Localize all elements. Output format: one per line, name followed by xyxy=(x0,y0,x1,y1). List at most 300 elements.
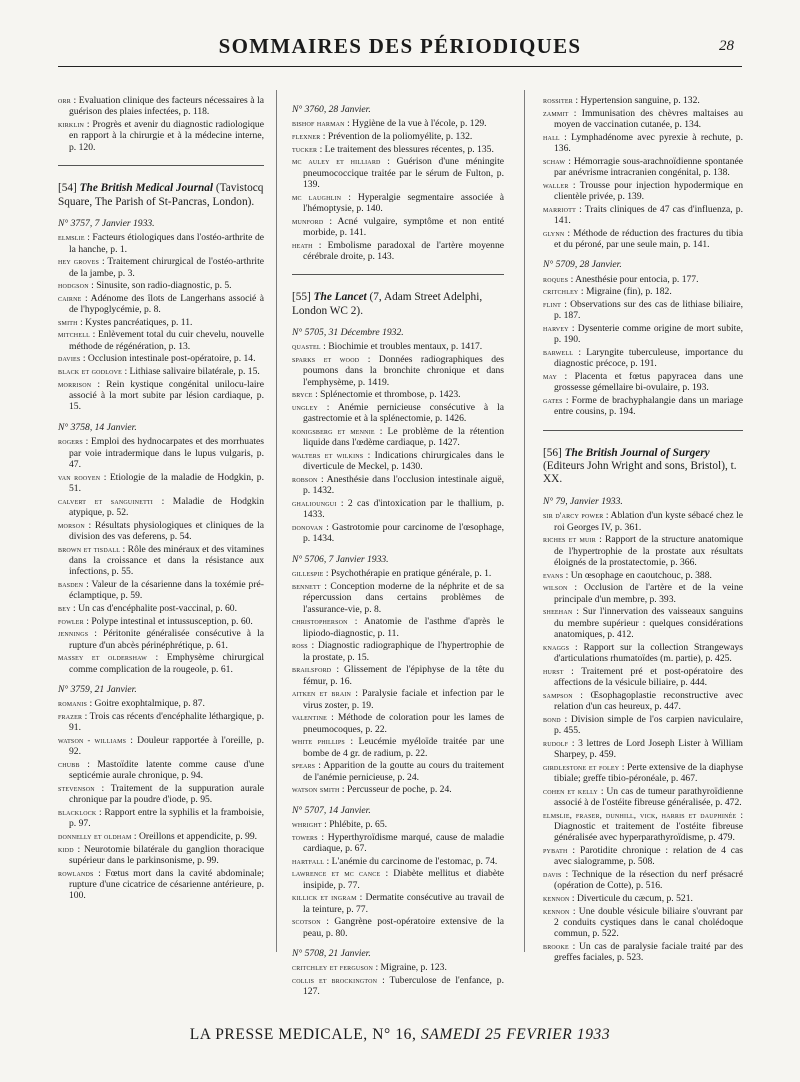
section-separator xyxy=(292,274,504,275)
issue-heading: N° 5708, 21 Janvier. xyxy=(292,948,371,960)
article-author: spears xyxy=(292,761,316,771)
article-entry: valentine : Méthode de coloration pour les lames de pneumocoques, p. 22. xyxy=(292,712,504,735)
article-author: lawrence et mc cance xyxy=(292,869,381,879)
article-title: 3 lettres de Lord Joseph Lister à William Sharpey, p. 459. xyxy=(554,737,743,760)
article-author: flexner xyxy=(292,132,321,141)
article-author: ross xyxy=(292,641,308,651)
article-author: hodgson xyxy=(58,281,89,291)
article-entry: rudolf : 3 lettres de Lord Joseph Lister à William Sharpey, p. 459. xyxy=(543,737,743,760)
issue-heading: N° 5707, 14 Janvier. xyxy=(292,804,371,816)
article-title: Migraine, p. 123. xyxy=(380,962,447,974)
article-title: Immunisation des chèvres maltaises au moyen de vaccination cutanée, p. 134. xyxy=(554,107,743,130)
article-title: Paralysie faciale et infection par le virus zoster, p. 19. xyxy=(303,688,504,711)
article-entry: quastel : Biochimie et troubles mentaux, p. 1417. xyxy=(292,341,483,353)
article-entry: elmslie : Facteurs étiologiques dans l'ostéo-arthrite de la hanche, p. 1. xyxy=(58,232,264,255)
article-title: Œsophagoplastie reconstructive avec relation d'un cas heureux, p. 447. xyxy=(554,689,743,712)
column-right xyxy=(543,95,743,965)
article-author: ungley xyxy=(292,403,318,412)
article-title: Forme de brachyphalangie dans un mariage entre cousins, p. 194. xyxy=(554,395,743,418)
article-author: bishof harman xyxy=(292,119,345,129)
article-entry: pybath : Parotidite chronique : relation de 4 cas avec sialogramme, p. 508. xyxy=(543,844,744,868)
article-entry: flexner : Prévention de la poliomyélite, p. 132. xyxy=(292,131,473,142)
article-title: Observations sur des cas de lithiase biliaire, p. 187. xyxy=(554,299,743,322)
article-author: hartfall xyxy=(292,856,325,866)
article-entry: stevenson : Traitement de la suppuration aurale chronique par la poudre d'iode, p. 95. xyxy=(58,783,264,806)
page-header xyxy=(0,0,800,72)
article-title: Enlèvement total du cuir chevelu, nouvelle méthode de régénération, p. 13. xyxy=(69,329,264,352)
article-title: Maladie de Hodgkin atypique, p. 52. xyxy=(69,495,264,519)
article-entry: orr : Evaluation clinique des facteurs nécessaires à la guérison des plaies infectées, p. 118. xyxy=(58,95,264,118)
article-title: Traitement de la suppuration aurale chronique par la poudre d'iode, p. 95. xyxy=(69,783,264,806)
article-author: romanis xyxy=(58,699,88,709)
article-title: Anesthésie dans l'occlusion intestinale aiguë, p. 1432. xyxy=(303,474,504,497)
article-title: Perte extensive de la diaphyse tibiale; greffe tibio-péronéale, p. 467. xyxy=(554,761,743,784)
article-title: Résultats physiologiques et cliniques de la division des vas deferens, p. 54. xyxy=(69,519,264,543)
article-entry: waller : Trousse pour injection hypodermique en clientèle privée, p. 139. xyxy=(543,179,743,202)
article-author: collis et brockington xyxy=(292,976,378,986)
article-entry: bond : Division simple de l'os carpien naviculaire, p. 455. xyxy=(543,713,743,736)
article-entry: jennings : Péritonite généralisée consécutive à la rupture d'un abcès périnéphrétique, p. 61. xyxy=(58,628,264,651)
article-entry: fowler : Polype intestinal et intussusception, p. 60. xyxy=(58,615,253,627)
article-title: Guérison d'une méningite pneumococcique traitée par le sérum de Fulton, p. 139. xyxy=(303,156,504,190)
article-title: Neurotomie bilatérale du ganglion thoracique supérieur dans le parkinsonisme, p. 99. xyxy=(69,843,264,867)
article-author: kirklin xyxy=(58,120,85,129)
article-author: morson xyxy=(58,520,85,530)
article-title: Un œsophage en caoutchouc, p. 388. xyxy=(570,569,712,581)
article-title: Percusseur de poche, p. 24. xyxy=(346,784,452,796)
article-author: quastel xyxy=(292,342,321,352)
article-title: Facteurs étiologiques dans l'ostéo-arthrite de la hanche, p. 1. xyxy=(69,232,264,255)
page-number: 28 xyxy=(719,38,734,54)
article-author: ghalioungui xyxy=(292,499,337,508)
article-entry: hey groves : Traitement chirurgical de l'ostéo-arthrite de la jambe, p. 3. xyxy=(58,256,264,279)
article-title: Placenta et fœtus papyracea dans une grossesse gémellaire bi-ovulaire, p. 193. xyxy=(554,371,744,394)
article-author: mc laughlin xyxy=(292,192,342,202)
issue-heading: N° 3757, 7 Janvier 1933. xyxy=(58,217,155,229)
section-separator xyxy=(543,430,743,431)
article-entry: mc laughlin : Hyperalgie segmentaire associée à l'hémoptysie, p. 140. xyxy=(292,191,504,214)
article-entry: robson : Anesthésie dans l'occlusion intestinale aiguë, p. 1432. xyxy=(292,474,504,497)
article-entry: mitchell : Enlèvement total du cuir chevelu, nouvelle méthode de régénération, p. 13. xyxy=(58,329,264,352)
article-entry: walters et wilkins : Indications chirurgicales dans le diverticule de Meckel, p. 1430. xyxy=(292,450,505,473)
article-entry: riches et muir : Rapport de la structure anatomique de l'hypertrophie de la prostate aux résultats éloignés de la prostatectomie, p. 366. xyxy=(543,534,743,568)
article-entry: cairne : Adénome des îlots de Langerhans associé à de l'hypoglycémie, p. 8. xyxy=(58,292,264,316)
article-title: Technique de la résection du nerf présacré (opération de Cotte), p. 516. xyxy=(554,868,743,892)
article-entry: hartfall : L'anémie du carcinome de l'estomac, p. 74. xyxy=(292,855,498,867)
article-entry: chubb : Mastoïdite latente comme cause d'une septicémie aurale chronique, p. 94. xyxy=(58,759,264,782)
journal-section-heading xyxy=(292,291,504,318)
article-title: Leucémie myéloïde traitée par une bombe de 4 gr. de radium, p. 22. xyxy=(303,736,504,759)
article-entry: brooke : Un cas de paralysie faciale traité par des greffes faciales, p. 523. xyxy=(543,940,743,964)
article-author: roques xyxy=(543,274,569,284)
article-title: Evaluation clinique des facteurs nécessaires à la guérison des plaies infectées, p. 118. xyxy=(69,95,264,118)
article-author: stevenson xyxy=(58,784,95,794)
article-author: van rooyen xyxy=(58,472,101,482)
article-author: towers xyxy=(292,832,318,842)
article-title: Rapport sur la collection Strangeways d'articulations rhumatoïdes (m. partie), p. 425. xyxy=(554,641,743,664)
article-entry: white phillips : Leucémie myéloïde traitée par une bombe de 4 gr. de radium, p. 22. xyxy=(292,736,504,759)
article-entry: bennett : Conception moderne de la néphrite et de sa répercussion dans certains problèmes de l'assurance-vie, p. 8. xyxy=(292,580,505,615)
article-title: Tuberculose de l'enfance, p. 127. xyxy=(303,975,504,998)
article-title: Méthode de coloration pour les lames de pneumocoques, p. 22. xyxy=(303,712,504,735)
article-author: aitken et brain xyxy=(292,689,352,699)
article-title: Hygiène de la vue à l'école, p. 129. xyxy=(352,118,487,130)
article-title: Occlusion intestinale post-opératoire, p. 14. xyxy=(87,353,256,365)
article-entry: smith : Kystes pancréatiques, p. 11. xyxy=(58,316,193,328)
article-author: davis xyxy=(543,869,562,879)
article-title: Apparition de la goutte au cours du traitement de l'anémie pernicieuse, p. 24. xyxy=(303,760,504,783)
article-title: Hyperthyroïdisme marqué, cause de maladie cardiaque, p. 67. xyxy=(303,831,504,855)
article-author: glynn xyxy=(543,228,565,238)
article-author: watson smith xyxy=(292,785,340,795)
article-author: rogers xyxy=(58,437,83,447)
article-author: girdlestone et foley xyxy=(543,762,620,772)
issue-heading: N° 5709, 28 Janvier. xyxy=(543,259,622,271)
article-entry: zammit : Immunisation des chèvres maltaises au moyen de vaccination cutanée, p. 134. xyxy=(543,107,743,130)
article-entry: ungley : Anémie pernicieuse consécutive à la gastrectomie et à la splénectomie, p. 1426. xyxy=(292,402,504,425)
article-entry: marriott : Traits cliniques de 47 cas d'influenza, p. 141. xyxy=(543,203,743,226)
article-author: sheehan xyxy=(543,607,573,617)
article-author: flint xyxy=(543,300,561,309)
article-author: blacklock xyxy=(58,808,97,818)
article-title: Sur l'innervation des vaisseaux sanguins du membre supérieur : quelques considérations anatomiques, p. 412. xyxy=(554,606,743,640)
article-author: killick et ingram xyxy=(292,893,357,903)
article-author: wilson xyxy=(543,583,568,593)
article-author: morrison xyxy=(58,379,92,389)
article-entry: critchley et ferguson : Migraine, p. 123. xyxy=(292,962,447,974)
article-author: riches et muir xyxy=(543,535,596,545)
article-author: robson xyxy=(292,475,318,484)
article-title: Traitement pré et post-opératoire des affections de la vésicule biliaire, p. 444. xyxy=(554,665,743,688)
article-author: hey groves xyxy=(58,257,99,267)
article-title: Douleur rapportée à l'oreille, p. 92. xyxy=(69,735,264,758)
column-divider xyxy=(276,90,277,952)
journal-section-heading xyxy=(543,447,743,487)
article-title: Dermatite consécutive au travail de la teinture, p. 77. xyxy=(303,892,504,915)
article-author: davies xyxy=(58,354,81,364)
article-entry: wilson : Occlusion de l'artère et de la veine principale d'un membre, p. 393. xyxy=(543,582,743,605)
article-entry: kennon : Diverticule du cæcum, p. 521. xyxy=(543,892,693,904)
article-author: knaggs xyxy=(543,642,570,652)
article-entry: watson smith : Percusseur de poche, p. 24. xyxy=(292,784,452,796)
article-title: Rapport entre la syphilis et la framboisie, p. 97. xyxy=(69,807,264,830)
article-title: Le traitement des blessures récentes, p. 135. xyxy=(324,143,494,155)
article-author: gates xyxy=(543,396,563,405)
article-author: elmslie, fraser, dunhill, vick, harris et dauphinée xyxy=(543,810,737,820)
article-entry: roques : Anesthésie pour entocia, p. 177. xyxy=(543,273,699,285)
article-author: fowler xyxy=(58,616,84,626)
footer-date: SAMEDI 25 FEVRIER 1933 xyxy=(421,1026,611,1043)
article-author: gillespie xyxy=(292,569,324,579)
article-author: sampson xyxy=(543,690,573,700)
article-author: white phillips xyxy=(292,737,345,747)
article-title: Parotidite chronique : relation de 4 cas avec sialogramme, p. 508. xyxy=(554,844,744,868)
article-author: brooke xyxy=(543,941,569,951)
article-author: calvert et sanguinetti xyxy=(58,496,153,506)
article-author: konigsberg et mennie xyxy=(292,427,375,436)
article-title: Acné vulgaire, symptôme et non entité morbide, p. 141. xyxy=(303,215,504,238)
article-title: Indications chirurgicales dans le diverticule de Meckel, p. 1430. xyxy=(303,450,505,473)
article-title: Un cas de paralysie faciale traité par des greffes faciales, p. 523. xyxy=(554,940,743,964)
article-entry: mc auley et hilliard : Guérison d'une méningite pneumococcique traitée par le sérum de Fulton, p. 139. xyxy=(292,156,504,190)
column-middle xyxy=(292,95,504,999)
article-entry: girdlestone et foley : Perte extensive de la diaphyse tibiale; greffe tibio-péronéale, p. 467. xyxy=(543,761,743,784)
footer-journal: LA PRESSE MEDICALE, xyxy=(189,1026,368,1043)
article-title: L'anémie du carcinome de l'estomac, p. 74. xyxy=(331,855,498,867)
article-entry: towers : Hyperthyroïdisme marqué, cause de maladie cardiaque, p. 67. xyxy=(292,831,504,855)
article-entry: basden : Valeur de la césarienne dans la toxémie pré-éclamptique, p. 59. xyxy=(58,579,264,602)
journal-title: The Lancet xyxy=(313,291,367,304)
article-entry: romanis : Goitre exophtalmique, p. 87. xyxy=(58,698,205,710)
article-title: Hémorragie sous-arachnoïdienne spontanée par anévrisme intracranien congénital, p. 138. xyxy=(554,155,744,178)
article-entry: munford : Acné vulgaire, symptôme et non entité morbide, p. 141. xyxy=(292,215,504,238)
article-author: black et godlove xyxy=(58,367,123,376)
article-entry: bryce : Splénectomie et thrombose, p. 1423. xyxy=(292,389,461,401)
article-author: orr xyxy=(58,96,71,105)
article-author: christopherson xyxy=(292,617,348,627)
article-title: Trousse pour injection hypodermique en clientèle privée, p. 139. xyxy=(554,179,743,202)
article-title: Hyperalgie segmentaire associée à l'hémoptysie, p. 140. xyxy=(303,191,504,214)
article-title: Hypertension sanguine, p. 132. xyxy=(580,95,700,106)
article-author: basden xyxy=(58,580,84,590)
article-entry: calvert et sanguinetti : Maladie de Hodgkin atypique, p. 52. xyxy=(58,495,264,519)
article-title: Rein kystique congénital unilocu-laire associé à la mort subite par lésion cardiaque, p. 15. xyxy=(69,378,264,413)
journal-address: (Tavistocq Square, The Parish of St-Pancras, London). xyxy=(58,182,264,208)
issue-heading: N° 5705, 31 Décembre 1932. xyxy=(292,327,404,338)
article-author: donnelly et oldham xyxy=(58,832,132,842)
article-entry: flint : Observations sur des cas de lithiase biliaire, p. 187. xyxy=(543,299,743,322)
article-title: Adénome des îlots de Langerhans associé à de l'hypoglycémie, p. 8. xyxy=(69,292,264,316)
article-author: bond xyxy=(543,714,561,724)
article-title: Emploi des hydnocarpates et des morrhuates par voie intradermique dans le lupus vulgaris, p. 47. xyxy=(69,436,264,471)
article-author: schaw xyxy=(543,156,566,166)
article-title: Péritonite généralisée consécutive à la rupture d'un abcès périnéphrétique, p. 61. xyxy=(69,628,264,651)
article-entry: gates : Forme de brachyphalangie dans un mariage entre cousins, p. 194. xyxy=(543,395,743,418)
article-author: kidd xyxy=(58,844,74,854)
article-entry: elmslie, fraser, dunhill, vick, harris et dauphinée : Diagnostic et traitement de l'ostéite fibreuse généralisée avec hyperparathyroïdisme, p. 479. xyxy=(543,809,743,844)
article-title: Sinusite, son radio-diagnostic, p. 5. xyxy=(96,280,232,292)
article-author: zammit xyxy=(543,108,569,118)
article-author: may xyxy=(543,372,558,381)
article-entry: brown et tisdall : Rôle des minéraux et des vitamines dans la croissance et dans la résistance aux infections, p. 55. xyxy=(58,543,264,578)
article-author: pybath xyxy=(543,845,568,855)
article-entry: heath : Embolisme paradoxal de l'artère moyenne cérébrale droite, p. 143. xyxy=(292,239,505,262)
article-title: Rapport de la structure anatomique de l'hypertrophie de la prostate aux résultats éloignés de la prostatectomie, p. 366. xyxy=(554,534,743,568)
article-author: elmslie xyxy=(58,233,85,243)
issue-heading: N° 3760, 28 Janvier. xyxy=(292,104,371,115)
article-title: Diagnostic et traitement de l'ostéite fibreuse généralisée avec hyperparathyroïdisme, p. 479. xyxy=(554,820,743,844)
article-entry: gillespie : Psychothérapie en pratique générale, p. 1. xyxy=(292,568,492,580)
article-author: rudolf xyxy=(543,738,569,748)
article-title: Mastoïdite latente comme cause d'une septicémie aurale chronique, p. 94. xyxy=(69,759,264,782)
article-entry: glynn : Méthode de réduction des fractures du tibia et du péroné, par une seule main, p. 141. xyxy=(543,227,743,250)
article-title: Biochimie et troubles mentaux, p. 1417. xyxy=(328,341,483,353)
article-entry: spears : Apparition de la goutte au cours du traitement de l'anémie pernicieuse, p. 24. xyxy=(292,760,504,783)
article-entry: sampson : Œsophagoplastie reconstructive avec relation d'un cas heureux, p. 447. xyxy=(543,689,743,712)
article-author: barwell xyxy=(543,348,574,357)
article-entry: sheehan : Sur l'innervation des vaisseaux sanguins du membre supérieur : quelques considérations anatomiques, p. 412. xyxy=(543,606,743,640)
article-entry: collis et brockington : Tuberculose de l'enfance, p. 127. xyxy=(292,975,504,998)
article-author: rowlands xyxy=(58,868,94,878)
article-author: bey xyxy=(58,604,71,614)
article-author: kennon xyxy=(543,893,570,903)
article-title: Oreillons et appendicite, p. 99. xyxy=(138,831,258,843)
article-title: Trois cas récents d'encéphalite léthargique, p. 91. xyxy=(69,711,264,734)
article-author: evans xyxy=(543,570,564,580)
section-number: [55] xyxy=(292,291,311,304)
article-author: cairne xyxy=(58,293,82,303)
journal-title: The British Medical Journal xyxy=(79,182,214,195)
article-entry: bey : Un cas d'encéphalite post-vaccinal, p. 60. xyxy=(58,603,237,615)
article-title: Gastrotomie pour carcinome de l'œsophage, p. 1434. xyxy=(303,522,504,545)
article-title: Rôle des minéraux et des vitamines dans la croissance et dans la résistance aux infections, p. 55. xyxy=(69,543,264,578)
article-title: Données radiographiques des poumons dans la bronchite chronique et dans l'emphysème, p. 1419. xyxy=(303,354,505,388)
article-title: Fœtus mort dans la cavité abdominale; rupture d'une cicatrice de césarienne antérieure, p. 100. xyxy=(69,867,265,902)
article-title: Une double vésicule biliaire s'ouvrant par 2 conduits cystiques dans le canal cholédoque commun, p. 522. xyxy=(554,905,743,940)
article-title: Migraine (fin), p. 182. xyxy=(585,286,672,298)
article-entry: knaggs : Rapport sur la collection Strangeways d'articulations rhumatoïdes (m. partie), p. 425. xyxy=(543,641,743,664)
article-entry: rowlands : Fœtus mort dans la cavité abdominale; rupture d'une cicatrice de césarienne antérieure, p. 100. xyxy=(58,867,265,902)
article-entry: may : Placenta et fœtus papyracea dans une grossesse gémellaire bi-ovulaire, p. 193. xyxy=(543,371,744,394)
article-entry: bishof harman : Hygiène de la vue à l'école, p. 129. xyxy=(292,118,487,130)
article-author: mitchell xyxy=(58,330,90,340)
article-title: Emphysème chirurgical comme complication de la rougeole, p. 61. xyxy=(69,652,265,675)
article-entry: kirklin : Progrès et avenir du diagnostic radiologique en rapport à la chirurgie et à la médecine interne, p. 120. xyxy=(58,119,264,153)
issue-heading: N° 3759, 21 Janvier. xyxy=(58,684,137,696)
article-entry: rogers : Emploi des hydnocarpates et des morrhuates par voie intradermique dans le lupus vulgaris, p. 47. xyxy=(58,436,264,471)
article-author: hurst xyxy=(543,666,564,676)
article-entry: schaw : Hémorragie sous-arachnoïdienne spontanée par anévrisme intracranien congénital, p. 138. xyxy=(543,155,744,178)
article-author: rossiter xyxy=(543,96,573,105)
journal-address: (7, Adam Street Adelphi, London WC 2). xyxy=(292,291,483,317)
article-author: massey et oldershaw xyxy=(58,653,148,663)
issue-heading: N° 3758, 14 Janvier. xyxy=(58,421,137,433)
article-author: hall xyxy=(543,132,560,142)
article-title: Lymphadénome avec pyrexie à rechute, p. 136. xyxy=(554,131,743,154)
page-title: SOMMAIRES DES PÉRIODIQUES xyxy=(218,34,582,58)
page-footer xyxy=(0,1026,800,1044)
article-entry: kennon : Une double vésicule biliaire s'ouvrant par 2 conduits cystiques dans le canal cholédoque commun, p. 522. xyxy=(543,905,743,940)
article-author: critchley xyxy=(543,287,579,297)
article-author: kennon xyxy=(543,906,570,916)
article-author: walters et wilkins xyxy=(292,451,364,460)
article-title: Progrès et avenir du diagnostic radiologique en rapport à la chirurgie et à la médecine interne, p. 120. xyxy=(69,119,264,153)
article-entry: ross : Diagnostic radiographique de l'hypertrophie de la prostate, p. 15. xyxy=(292,640,504,663)
article-entry: cohen et kelly : Un cas de tumeur parathyroïdienne associé à de l'ostéite fibreuse généralisée, p. 472. xyxy=(543,785,743,808)
article-title: Un cas de tumeur parathyroïdienne associé à de l'ostéite fibreuse généralisée, p. 472. xyxy=(554,785,743,808)
article-title: Traitement chirurgical de l'ostéo-arthrite de la jambe, p. 3. xyxy=(69,256,264,279)
article-entry: brailsford : Glissement de l'épiphyse de la tête du fémur, p. 16. xyxy=(292,664,505,687)
article-title: Anatomie de l'asthme d'après le lipiodo-diagnostic, p. 11. xyxy=(303,616,504,639)
article-entry: tucker : Le traitement des blessures récentes, p. 135. xyxy=(292,143,494,155)
section-number: [56] xyxy=(543,446,562,459)
article-entry: rossiter : Hypertension sanguine, p. 132. xyxy=(543,95,700,106)
journal-title: The British Journal of Surgery xyxy=(564,446,710,459)
article-author: sir d'arcy power xyxy=(543,511,604,521)
article-author: jennings xyxy=(58,629,89,639)
article-title: Psychothérapie en pratique générale, p. 1. xyxy=(330,568,492,580)
article-title: Splénectomie et thrombose, p. 1423. xyxy=(320,389,461,401)
article-title: Un cas d'encéphalite post-vaccinal, p. 60. xyxy=(78,603,237,615)
column-divider xyxy=(524,90,525,952)
article-title: Anesthésie pour entocia, p. 177. xyxy=(575,273,699,285)
article-entry: aitken et brain : Paralysie faciale et infection par le virus zoster, p. 19. xyxy=(292,688,504,711)
article-author: watson - williams xyxy=(58,736,127,746)
section-number: [54] xyxy=(58,182,77,195)
article-title: Occlusion de l'artère et de la veine principale d'un membre, p. 393. xyxy=(554,582,743,605)
article-entry: killick et ingram : Dermatite consécutive au travail de la teinture, p. 77. xyxy=(292,892,504,915)
article-title: Etiologie de la maladie de Hodgkin, p. 51. xyxy=(69,471,264,495)
article-entry: whright : Phlébite, p. 65. xyxy=(292,819,388,831)
article-author: cohen et kelly xyxy=(543,786,598,796)
article-entry: sparks et wood : Données radiographiques des poumons dans la bronchite chronique et dans l'emphysème, p. 1419. xyxy=(292,354,505,388)
article-title: Kystes pancréatiques, p. 11. xyxy=(85,316,193,328)
article-entry: evans : Un œsophage en caoutchouc, p. 388. xyxy=(543,569,712,581)
article-title: Phlébite, p. 65. xyxy=(329,819,388,831)
article-title: Anémie pernicieuse consécutive à la gastrectomie et à la splénectomie, p. 1426. xyxy=(303,402,504,425)
article-author: brailsford xyxy=(292,665,332,675)
article-title: Le problème de la rétention liquide dans l'œdème cardiaque, p. 1427. xyxy=(303,426,504,449)
article-author: marriott xyxy=(543,204,576,214)
article-author: frazer xyxy=(58,712,83,722)
article-entry: frazer : Trois cas récents d'encéphalite léthargique, p. 91. xyxy=(58,711,264,734)
article-entry: donnelly et oldham : Oreillons et appendicite, p. 99. xyxy=(58,831,258,843)
article-entry: konigsberg et mennie : Le problème de la rétention liquide dans l'œdème cardiaque, p. 1427. xyxy=(292,426,504,449)
article-entry: davis : Technique de la résection du nerf présacré (opération de Cotte), p. 516. xyxy=(543,868,743,892)
article-author: sparks et wood xyxy=(292,355,360,364)
article-title: Polype intestinal et intussusception, p. 60. xyxy=(91,615,253,627)
article-author: donovan xyxy=(292,523,323,532)
article-author: heath xyxy=(292,240,313,250)
journal-address: (Editeurs John Wright and sons, Bristol), t. XX. xyxy=(543,460,737,486)
article-entry: scotson : Gangrène post-opératoire extensive de la peau, p. 80. xyxy=(292,916,504,939)
article-entry: christopherson : Anatomie de l'asthme d'après le lipiodo-diagnostic, p. 11. xyxy=(292,616,504,639)
article-entry: hurst : Traitement pré et post-opératoire des affections de la vésicule biliaire, p. 444. xyxy=(543,665,743,688)
article-title: Prévention de la poliomyélite, p. 132. xyxy=(327,131,473,142)
issue-heading: N° 5706, 7 Janvier 1933. xyxy=(292,553,389,565)
article-author: whright xyxy=(292,820,322,830)
article-entry: lawrence et mc cance : Diabète mellitus et diabète insipide, p. 77. xyxy=(292,868,504,891)
article-author: tucker xyxy=(292,144,318,154)
article-title: Diagnostic radiographique de l'hypertrophie de la prostate, p. 15. xyxy=(303,640,504,663)
article-author: smith xyxy=(58,317,78,327)
article-title: Diverticule du cæcum, p. 521. xyxy=(577,892,693,904)
article-title: Traits cliniques de 47 cas d'influenza, p. 141. xyxy=(554,203,743,226)
article-entry: ghalioungui : 2 cas d'intoxication par le thallium, p. 1433. xyxy=(292,498,504,521)
article-title: Conception moderne de la néphrite et de sa répercussion dans certains problèmes de l'assurance-vie, p. 8. xyxy=(303,580,505,615)
article-author: chubb xyxy=(58,760,80,770)
article-title: Ablation d'un kyste sébacé chez le roi Georges IV, p. 361. xyxy=(554,510,743,533)
article-author: critchley et ferguson xyxy=(292,963,374,973)
article-author: waller xyxy=(543,180,569,190)
footer-number: N° 16, xyxy=(372,1026,417,1043)
article-author: scotson xyxy=(292,917,321,927)
article-entry: sir d'arcy power : Ablation d'un kyste sébacé chez le roi Georges IV, p. 361. xyxy=(543,510,743,533)
article-title: Glissement de l'épiphyse de la tête du fémur, p. 16. xyxy=(303,664,505,687)
article-entry: hodgson : Sinusite, son radio-diagnostic, p. 5. xyxy=(58,280,232,292)
article-title: Gangrène post-opératoire extensive de la peau, p. 80. xyxy=(303,916,504,939)
article-author: bryce xyxy=(292,390,313,400)
journal-section-heading xyxy=(58,182,264,209)
article-title: Dysenterie comme origine de mort subite, p. 190. xyxy=(554,323,743,346)
article-entry: blacklock : Rapport entre la syphilis et la framboisie, p. 97. xyxy=(58,807,264,830)
article-title: 2 cas d'intoxication par le thallium, p. 1433. xyxy=(303,498,504,521)
article-entry: morson : Résultats physiologiques et cliniques de la division des vas deferens, p. 54. xyxy=(58,519,264,543)
article-author: harvey xyxy=(543,324,569,333)
article-entry: watson - williams : Douleur rapportée à l'oreille, p. 92. xyxy=(58,735,264,758)
article-title: Embolisme paradoxal de l'artère moyenne cérébrale droite, p. 143. xyxy=(303,239,505,262)
article-author: valentine xyxy=(292,713,328,723)
